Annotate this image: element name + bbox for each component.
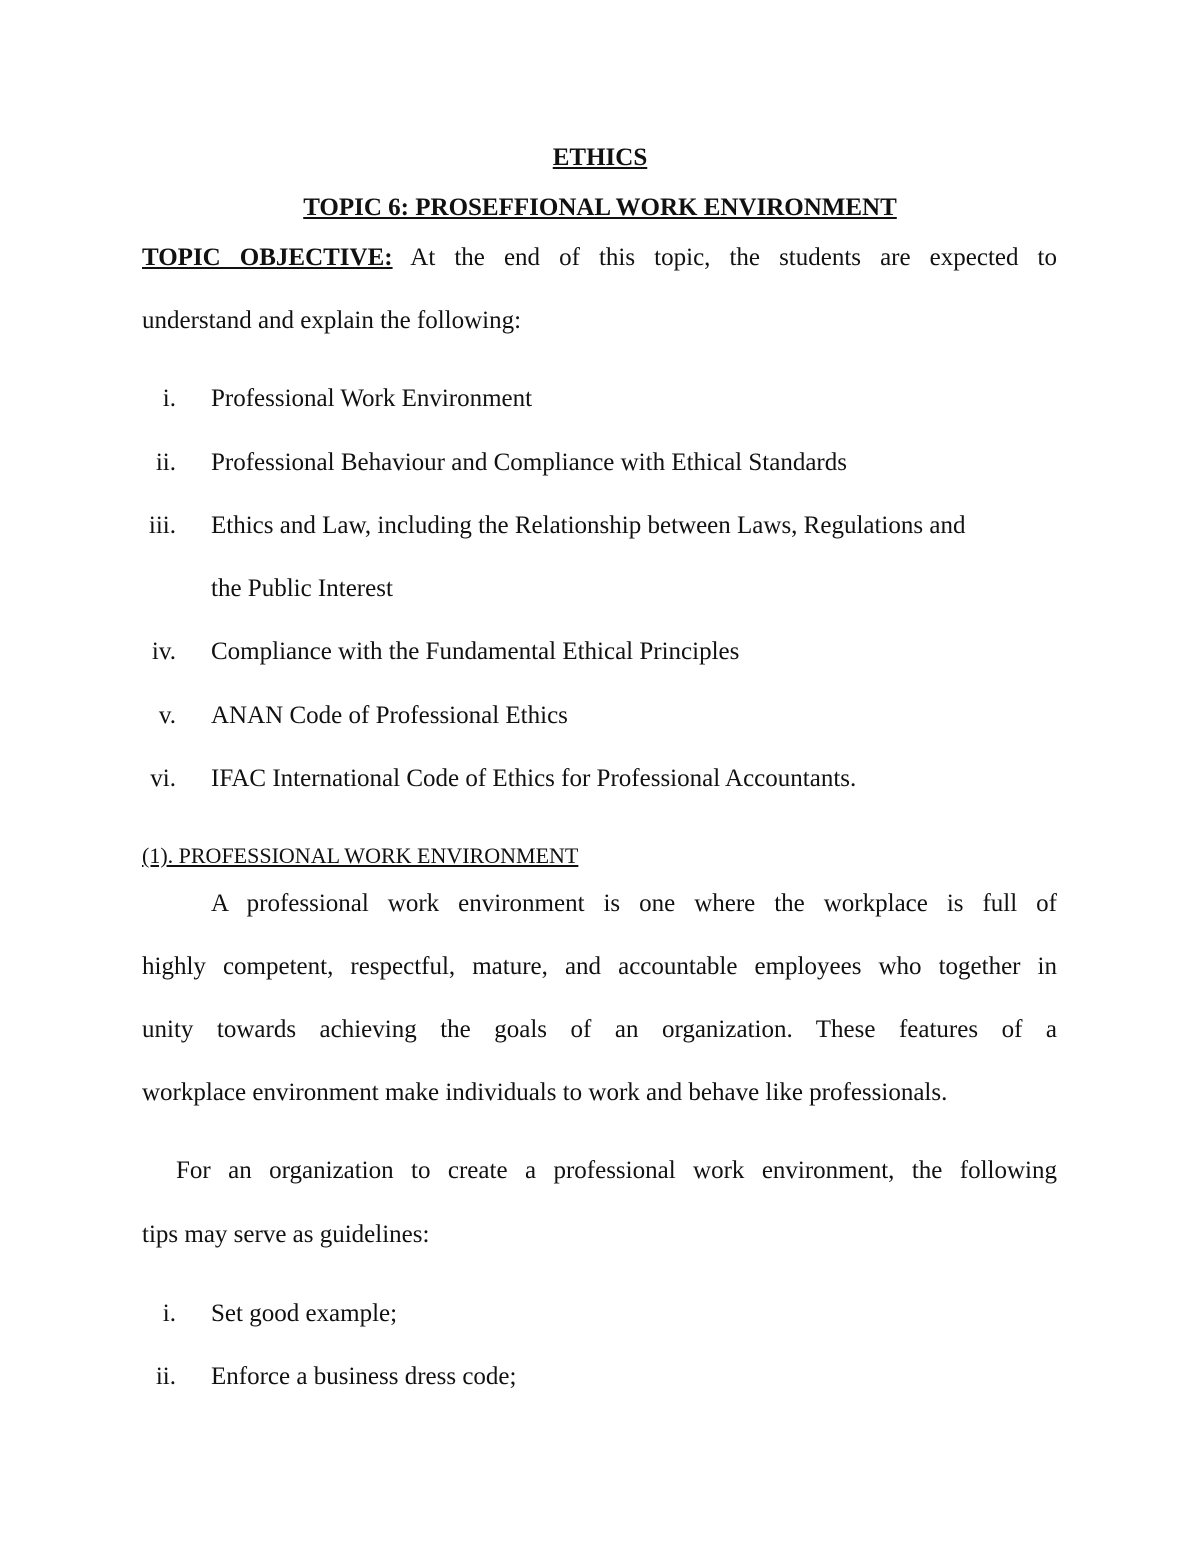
objective-line-1-text: At the end of this topic, the students are expected to bbox=[410, 244, 1057, 271]
list-item-number: iii. bbox=[148, 512, 176, 539]
paragraph-line: highly competent, respectful, mature, and accountable employees who together in bbox=[142, 953, 1057, 980]
list-item-text: Ethics and Law, including the Relationship between Laws, Regulations and bbox=[211, 512, 966, 539]
paragraph-line: unity towards achieving the goals of an organization. These features of a bbox=[142, 1016, 1057, 1043]
list-item-text-continued: the Public Interest bbox=[211, 575, 393, 602]
list-item-number: i. bbox=[162, 385, 176, 412]
section-heading: (1). PROFESSIONAL WORK ENVIRONMENT bbox=[142, 843, 579, 868]
list-item-number: ii. bbox=[155, 449, 176, 476]
list-item-text: Compliance with the Fundamental Ethical Principles bbox=[211, 638, 740, 665]
document-title: ETHICS bbox=[552, 144, 648, 171]
list-item-text: Professional Work Environment bbox=[211, 385, 533, 412]
list-item-number: ii. bbox=[155, 1363, 176, 1390]
paragraph-line: tips may serve as guidelines: bbox=[142, 1221, 430, 1248]
list-item-text: Set good example; bbox=[211, 1300, 398, 1327]
list-item-text: IFAC International Code of Ethics for Professional Accountants. bbox=[211, 765, 857, 792]
list-item-text: ANAN Code of Professional Ethics bbox=[211, 702, 568, 729]
objective-label: TOPIC OBJECTIVE: bbox=[142, 244, 393, 271]
objective-line-1 bbox=[142, 244, 1057, 272]
list-item-number: i. bbox=[162, 1300, 176, 1327]
paragraph-line: workplace environment make individuals to work and behave like professionals. bbox=[142, 1079, 948, 1106]
paragraph-line: For an organization to create a professional work environment, the following bbox=[176, 1157, 1057, 1184]
list-item-number: v. bbox=[158, 702, 176, 729]
list-item-text: Professional Behaviour and Compliance with Ethical Standards bbox=[211, 449, 847, 476]
paragraph-line: A professional work environment is one where the workplace is full of bbox=[211, 890, 1057, 917]
topic-heading: TOPIC 6: PROSEFFIONAL WORK ENVIRONMENT bbox=[303, 194, 897, 221]
objective-line-2: understand and explain the following: bbox=[142, 307, 522, 334]
list-item-text: Enforce a business dress code; bbox=[211, 1363, 517, 1390]
list-item-number: vi. bbox=[150, 765, 176, 792]
list-item-number: iv. bbox=[151, 638, 176, 665]
